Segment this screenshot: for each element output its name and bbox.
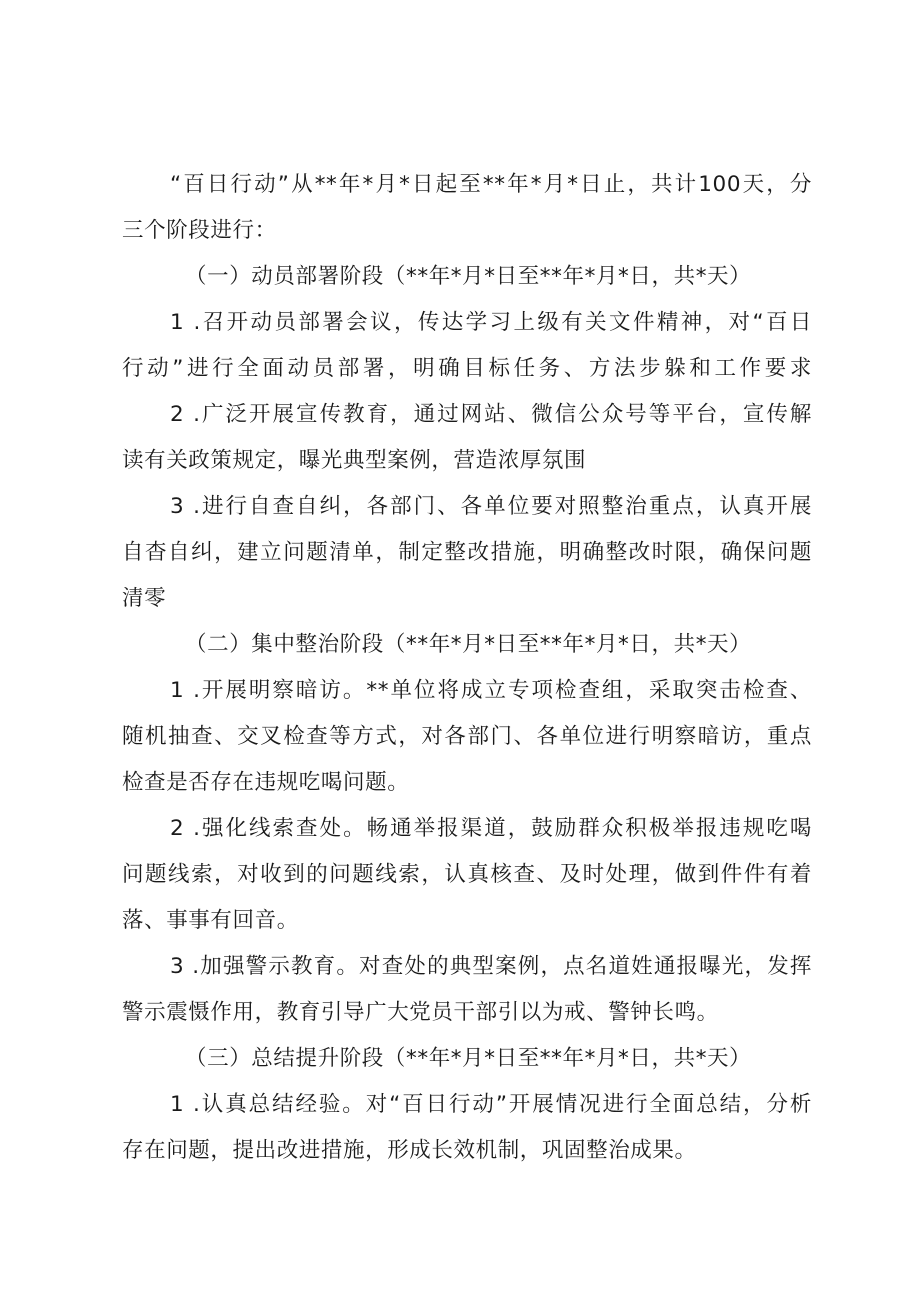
intro-line-2: 三个阶段进行：: [122, 218, 277, 243]
phase1-item1-line1: 1 .召开动员部署会议，传达学习上级有关文件精神，对“百日: [170, 310, 812, 335]
phase3-item1-line2: 存在问题，提出改进措施，形成长效机制，巩固整治成果。: [122, 1138, 697, 1163]
phase2-item1-line1: 1 .开展明察暗访。**单位将成立专项检查组，采取突击检查、: [170, 678, 812, 703]
phase2-item1-line2: 随机抽查、交叉检查等方式，对各部门、各单位进行明察暗访，重点: [122, 724, 812, 749]
intro-line-1: “百日行动”从**年*月*日起至**年*月*日止，共计100天，分: [170, 172, 812, 197]
phase3-heading: （三）总结提升阶段（**年*月*日至**年*月*日，共*天）: [185, 1046, 752, 1071]
phase1-item3-line3: 清零: [122, 586, 167, 611]
phase3-item1-line1: 1 .认真总结经验。对“百日行动”开展情况进行全面总结，分析: [170, 1092, 812, 1117]
phase1-item3-line1: 3 .进行自查自纠，各部门、各单位要对照整治重点，认真开展: [170, 494, 812, 519]
phase2-item2-line3: 落、事事有回音。: [122, 908, 299, 933]
phase2-item2-line2: 问题线索，对收到的问题线索，认真核查、及时处理，做到件件有着: [122, 862, 812, 887]
phase2-item1-line3: 检查是否存在违规吃喝问题。: [122, 770, 410, 795]
phase2-item3-line1: 3 .加强警示教育。对查处的典型案例，点名道姓通报曝光，发挥: [170, 954, 812, 979]
phase1-item2-line1: 2 .广泛开展宣传教育，通过网站、微信公众号等平台，宣传解: [170, 402, 812, 427]
phase1-item3-line2: 自杳自纠，建立问题清单，制定整改措施，明确整改时限，确保问题: [122, 540, 812, 565]
phase2-item3-line2: 警示震慑作用，教育引导广大党员干部引以为戒、警钟长鸣。: [122, 1000, 719, 1025]
phase2-heading: （二）集中整治阶段（**年*月*日至**年*月*日，共*天）: [185, 632, 752, 657]
phase1-item2-line2: 读有关政策规定，曝光典型案例，营造浓厚氛围: [122, 448, 587, 473]
phase1-item1-line2: 行动”进行全面动员部署，明确目标任务、方法步躲和工作要求: [122, 356, 812, 381]
phase1-heading: （一）动员部署阶段（**年*月*日至**年*月*日，共*天）: [185, 264, 752, 289]
phase2-item2-line1: 2 .强化线索查处。畅通举报渠道，鼓励群众积极举报违规吃喝: [170, 816, 812, 841]
